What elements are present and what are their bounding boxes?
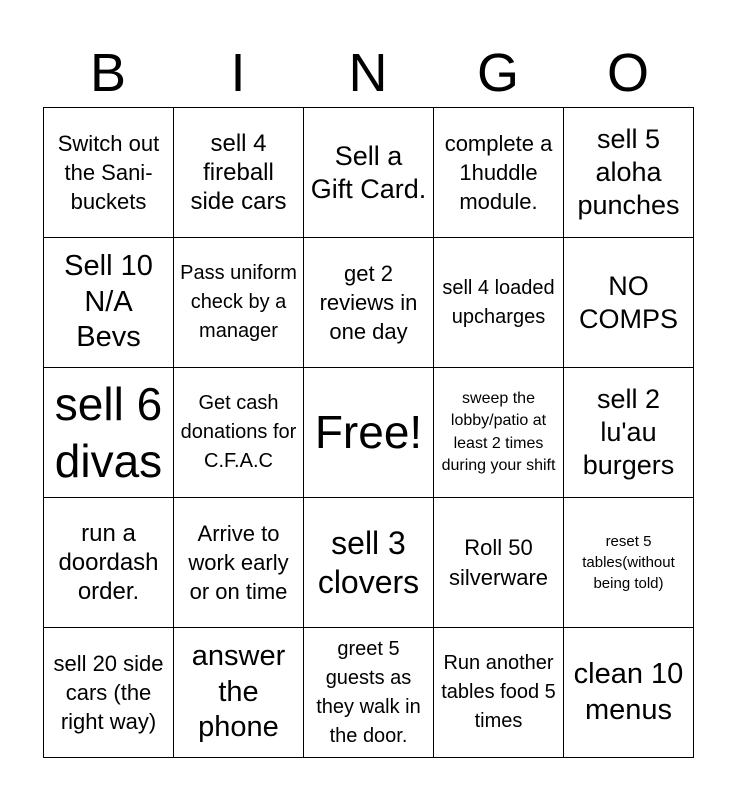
bingo-cell-r3c5[interactable]	[564, 368, 694, 498]
free-space-text: Free!	[314, 406, 423, 459]
cell-text: Pass uniform check by a manager	[180, 262, 297, 342]
bingo-header	[43, 40, 693, 106]
cell-text: sell 4 fireball side cars	[190, 129, 287, 216]
bingo-cell-r1c1[interactable]	[44, 108, 174, 238]
bingo-board	[43, 107, 694, 758]
bingo-cell-free[interactable]	[304, 368, 434, 498]
bingo-cell-r2c3[interactable]	[304, 238, 434, 368]
bingo-cell-r5c4[interactable]	[434, 628, 564, 758]
cell-text: sell 2 lu'au burgers	[582, 384, 675, 480]
bingo-cell-r4c3[interactable]	[304, 498, 434, 628]
cell-text: NO COMPS	[578, 270, 678, 334]
bingo-cell-r4c1[interactable]	[44, 498, 174, 628]
bingo-cell-r4c4[interactable]	[434, 498, 564, 628]
cell-text: Get cash donations for C.F.A.C	[180, 392, 297, 472]
cell-text: Sell a Gift Card.	[310, 140, 427, 204]
cell-text: sell 20 side cars (the right way)	[53, 650, 164, 735]
cell-text: sell 5 aloha punches	[577, 124, 680, 220]
bingo-cell-r1c2[interactable]	[174, 108, 304, 238]
bingo-cell-r2c5[interactable]	[564, 238, 694, 368]
cell-text: Arrive to work early or on time	[188, 520, 289, 605]
cell-text: Run another tables food 5 times	[441, 652, 556, 732]
header-letter-b: B	[89, 43, 127, 103]
bingo-cell-r5c1[interactable]	[44, 628, 174, 758]
bingo-cell-r2c1[interactable]	[44, 238, 174, 368]
cell-text: sell 6 divas	[54, 378, 163, 487]
bingo-cell-r1c4[interactable]	[434, 108, 564, 238]
cell-text: Roll 50 silverware	[448, 535, 549, 590]
bingo-cell-r2c4[interactable]	[434, 238, 564, 368]
cell-text: sell 4 loaded upcharges	[442, 276, 555, 328]
cell-text: reset 5 tables(without being told)	[582, 533, 675, 592]
cell-text: Sell 10 N/A Bevs	[64, 250, 153, 354]
cell-text: complete a 1huddle module.	[444, 130, 553, 215]
bingo-cell-r5c3[interactable]	[304, 628, 434, 758]
bingo-cell-r1c5[interactable]	[564, 108, 694, 238]
cell-text: answer the phone	[191, 640, 286, 744]
bingo-cell-r3c4[interactable]	[434, 368, 564, 498]
cell-text: run a doordash order.	[58, 519, 159, 606]
bingo-cell-r4c5[interactable]	[564, 498, 694, 628]
header-letter-n: N	[348, 43, 388, 103]
bingo-cell-r5c2[interactable]	[174, 628, 304, 758]
bingo-cell-r1c3[interactable]	[304, 108, 434, 238]
cell-text: greet 5 guests as they walk in the door.	[316, 637, 421, 747]
bingo-cell-r3c2[interactable]	[174, 368, 304, 498]
cell-text: sell 3 clovers	[317, 525, 420, 600]
bingo-cell-r2c2[interactable]	[174, 238, 304, 368]
cell-text: Switch out the Sani-buckets	[57, 130, 160, 215]
bingo-cell-r5c5[interactable]	[564, 628, 694, 758]
header-letter-o: O	[606, 43, 649, 103]
header-letter-i: I	[230, 43, 246, 103]
header-letter-g: G	[476, 43, 519, 103]
cell-text: get 2 reviews in one day	[319, 260, 418, 345]
bingo-cell-r4c2[interactable]	[174, 498, 304, 628]
bingo-cell-r3c1[interactable]	[44, 368, 174, 498]
cell-text: clean 10 menus	[573, 658, 684, 726]
cell-text: sweep the lobby/patio at least 2 times during your shift	[441, 389, 556, 474]
